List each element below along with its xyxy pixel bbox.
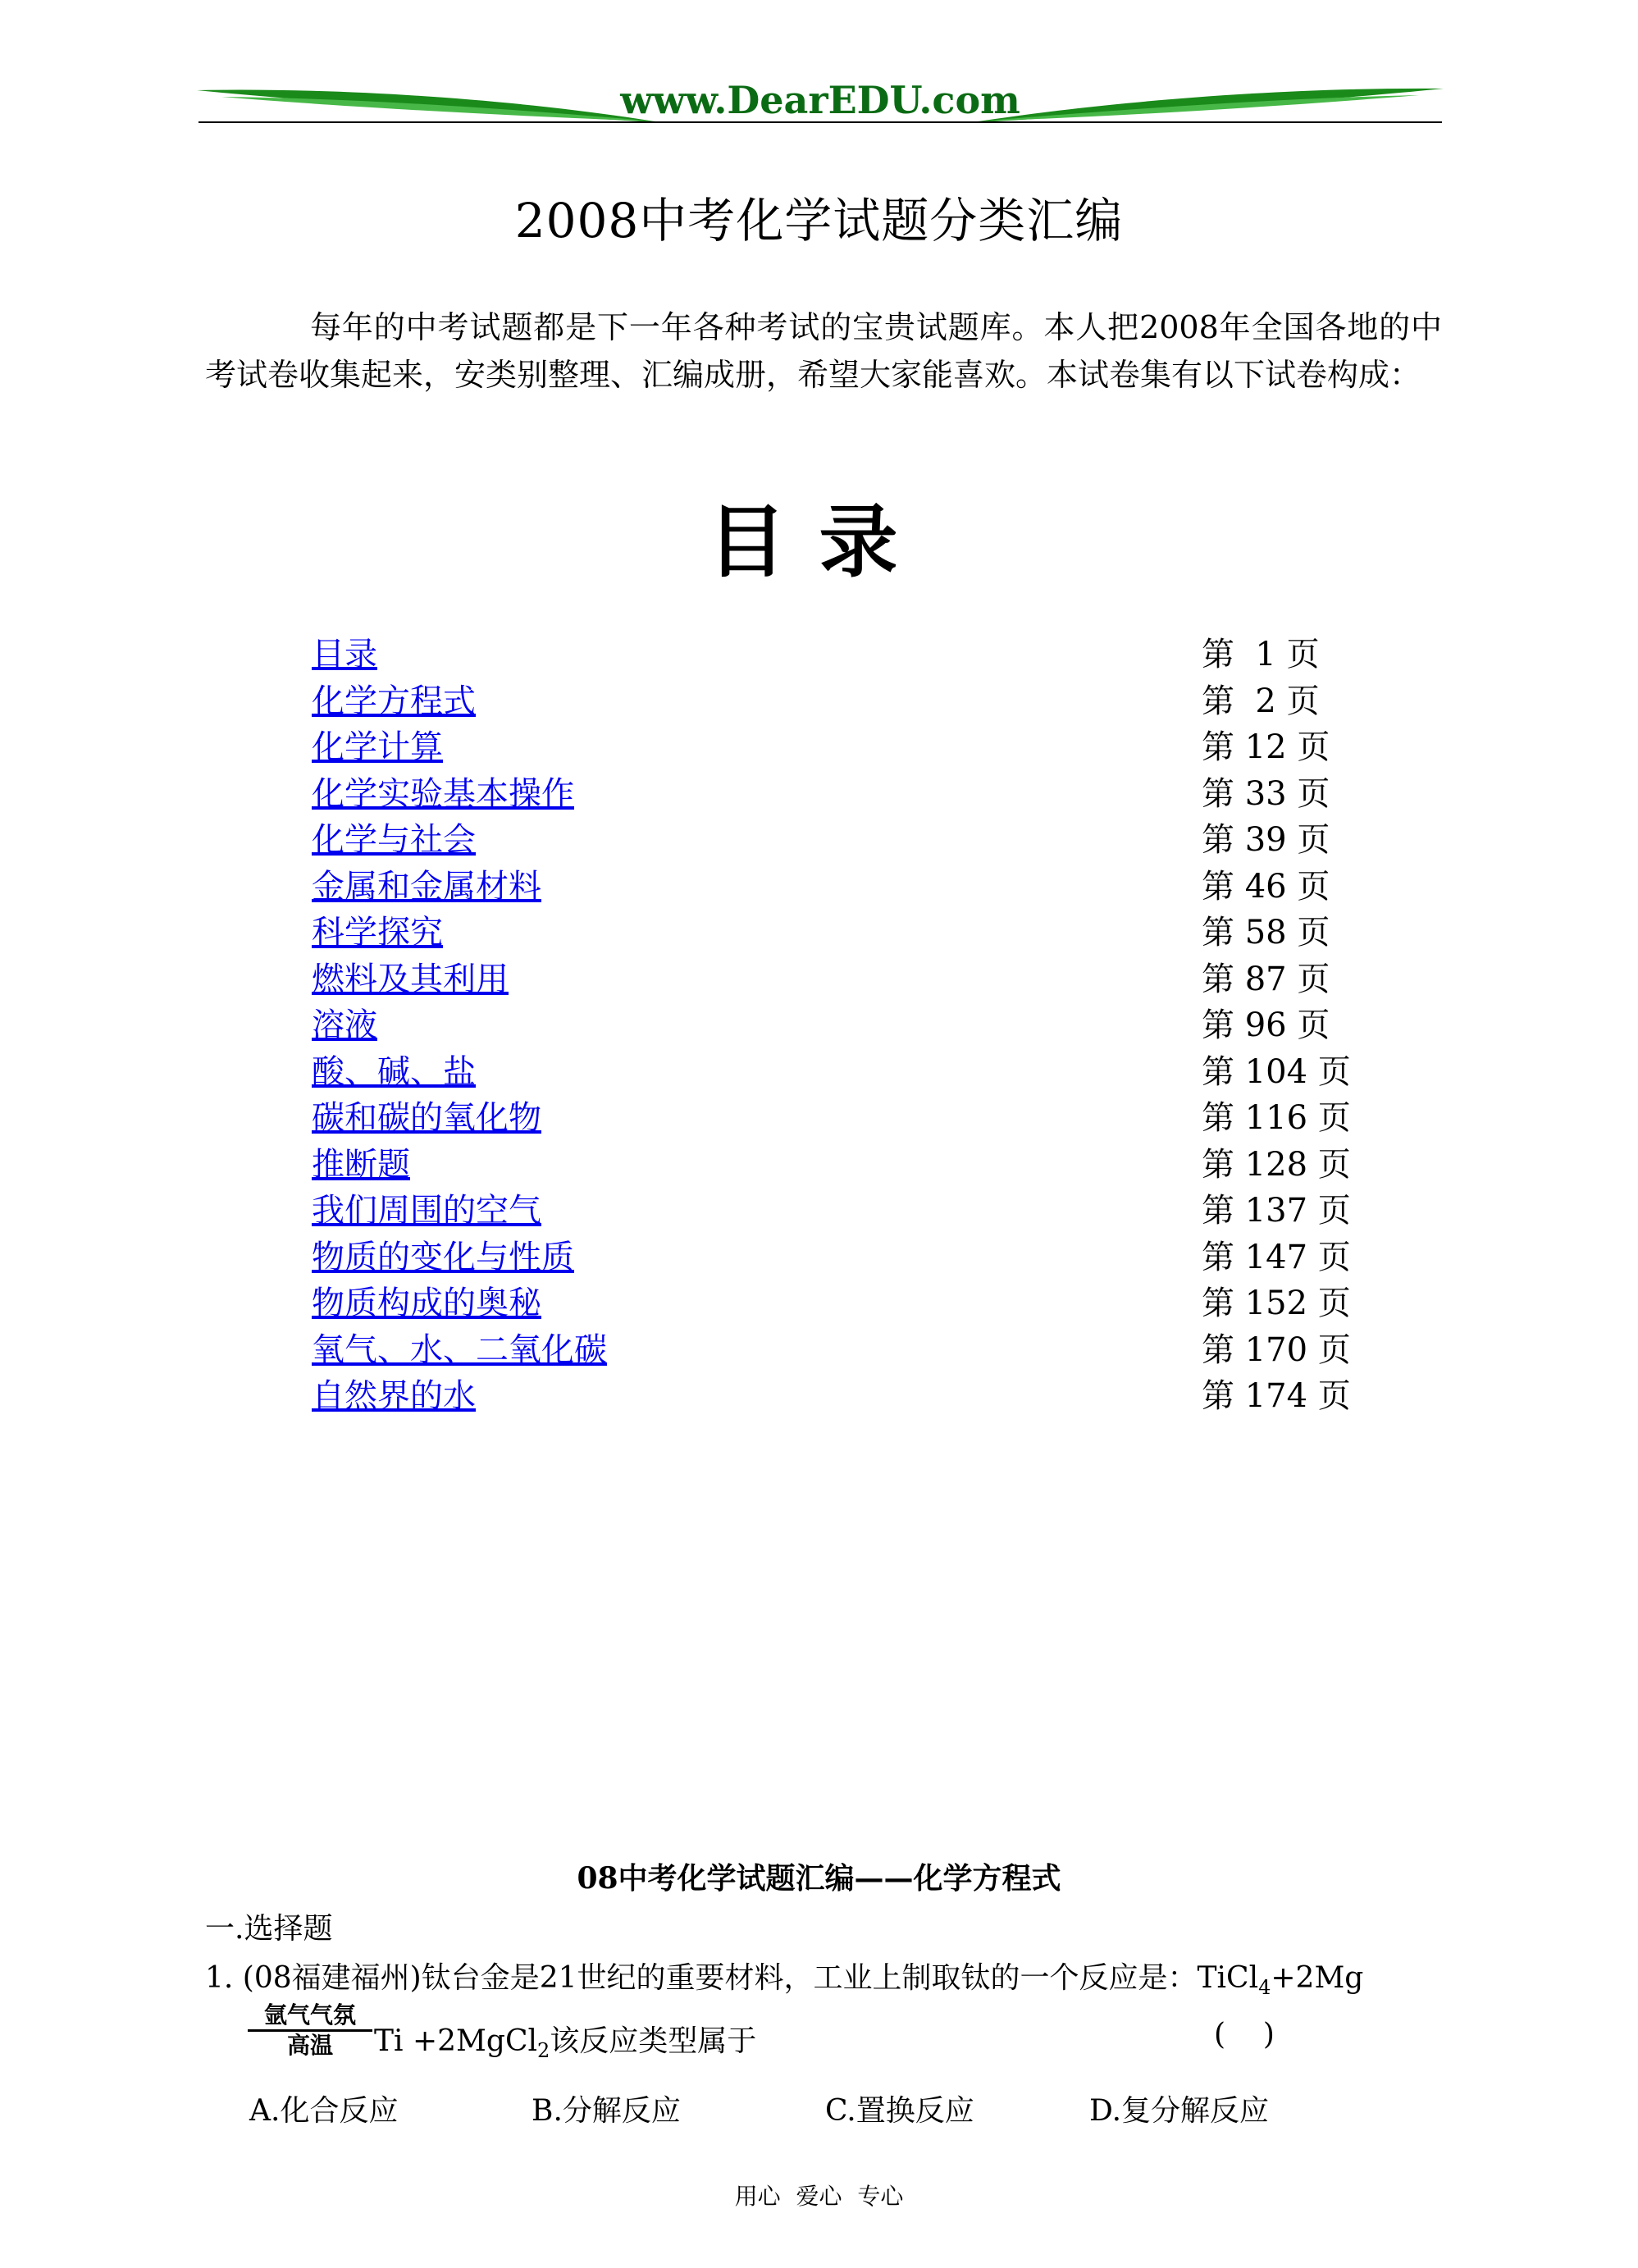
toc-page-number: 第 170 页 — [1202, 1330, 1351, 1369]
toc-link[interactable]: 推断题 — [312, 1145, 410, 1184]
toc-link[interactable]: 溶液 — [312, 1006, 377, 1044]
toc-link[interactable]: 物质构成的奥秘 — [312, 1285, 541, 1322]
toc-item — [312, 864, 1345, 910]
toc-item — [312, 1188, 1351, 1234]
toc-link[interactable]: 自然界的水 — [312, 1377, 476, 1415]
toc-item — [312, 1002, 1345, 1049]
toc-link[interactable]: 目录 — [312, 636, 377, 673]
toc-link[interactable]: 燃料及其利用 — [312, 960, 509, 998]
toc-item — [312, 678, 1345, 725]
toc-page-number: 第 116 页 — [1202, 1099, 1351, 1137]
question-text: 1. (08福建福州)钛台金是21世纪的重要材料，工业上制取钛的一个反应是：TiCl — [205, 1961, 1259, 1995]
toc-link[interactable]: 金属和金属材料 — [312, 867, 541, 906]
option-d: D.复分解反应 — [1089, 2094, 1270, 2128]
toc-link[interactable]: 化学方程式 — [312, 682, 476, 720]
toc-page-number: 第 33 页 — [1202, 774, 1330, 813]
header-rule — [198, 121, 1442, 123]
toc-item — [312, 817, 1345, 864]
toc-item — [312, 956, 1345, 1003]
toc-item — [312, 910, 1345, 956]
subscript: 4 — [1258, 1976, 1271, 2000]
toc-item — [312, 1234, 1351, 1281]
toc-page-number: 第 96 页 — [1202, 1006, 1330, 1044]
toc-link[interactable]: 我们周围的空气 — [312, 1192, 541, 1230]
toc-page-number: 第 2 页 — [1202, 682, 1320, 720]
answer-blank: ( ) — [1214, 2018, 1275, 2051]
toc-item — [312, 1327, 1351, 1374]
table-of-contents — [312, 632, 1351, 1420]
question-text: 该反应类型属于 — [550, 2024, 757, 2058]
question-1-line-1 — [205, 1955, 1363, 1999]
toc-item — [312, 1095, 1351, 1142]
toc-page-number: 第 46 页 — [1202, 867, 1330, 906]
option-c: C.置换反应 — [825, 2094, 974, 2128]
toc-item — [312, 1049, 1351, 1096]
toc-page-number: 第 58 页 — [1202, 914, 1330, 951]
toc-item — [312, 1142, 1351, 1189]
section-title: 08中考化学试题汇编——化学方程式 — [577, 1861, 1061, 1896]
toc-link[interactable]: 酸、碱、盐 — [312, 1052, 476, 1091]
intro-paragraph: 每年的中考试题都是下一年各种考试的宝贵试题库。本人把2008年全国各地的中考试卷收集起来，安类别整理、汇编成册，希望大家能喜欢。本试卷集有以下试卷构成： — [205, 309, 1442, 393]
option-b: B.分解反应 — [532, 2094, 681, 2128]
toc-item — [312, 632, 1345, 678]
question-1-line-2 — [374, 2018, 756, 2062]
subscript: 2 — [537, 2039, 550, 2063]
toc-page-number: 第 128 页 — [1202, 1145, 1351, 1184]
condition-top: 氩气气氛 — [263, 2001, 356, 2028]
site-name: www.DearEDU.com — [620, 78, 1020, 122]
toc-item — [312, 1280, 1351, 1327]
toc-item — [312, 771, 1345, 818]
question-text: Ti +2MgCl — [374, 2024, 538, 2058]
toc-item — [312, 724, 1345, 771]
toc-link[interactable]: 碳和碳的氧化物 — [312, 1099, 541, 1137]
toc-page-number: 第 104 页 — [1202, 1052, 1351, 1091]
toc-link[interactable]: 化学与社会 — [312, 821, 476, 859]
toc-page-number: 第 1 页 — [1202, 636, 1320, 673]
toc-item — [312, 1373, 1351, 1420]
toc-link[interactable]: 化学计算 — [312, 728, 443, 766]
toc-page-number: 第 12 页 — [1202, 728, 1330, 766]
toc-page-number: 第 152 页 — [1202, 1285, 1351, 1322]
condition-bottom: 高温 — [286, 2032, 333, 2059]
toc-page-number: 第 87 页 — [1202, 960, 1330, 998]
toc-link[interactable]: 科学探究 — [312, 914, 443, 951]
toc-page-number: 第 137 页 — [1202, 1192, 1351, 1230]
question-text: +2Mg — [1271, 1961, 1364, 1995]
toc-page-number: 第 147 页 — [1202, 1238, 1351, 1276]
toc-page-number: 第 174 页 — [1202, 1377, 1351, 1415]
toc-link[interactable]: 物质的变化与性质 — [312, 1238, 574, 1276]
part-heading: 一.选择题 — [205, 1912, 333, 1946]
toc-link[interactable]: 氧气、水、二氧化碳 — [312, 1330, 607, 1369]
toc-heading: 目录 — [707, 496, 931, 588]
document-title: 2008中考化学试题分类汇编 — [514, 193, 1124, 249]
option-a: A.化合反应 — [249, 2094, 399, 2128]
toc-page-number: 第 39 页 — [1202, 821, 1330, 859]
reaction-condition — [248, 2001, 372, 2060]
toc-link[interactable]: 化学实验基本操作 — [312, 774, 574, 813]
page-footer: 用心 爱心 专心 — [734, 2183, 904, 2210]
